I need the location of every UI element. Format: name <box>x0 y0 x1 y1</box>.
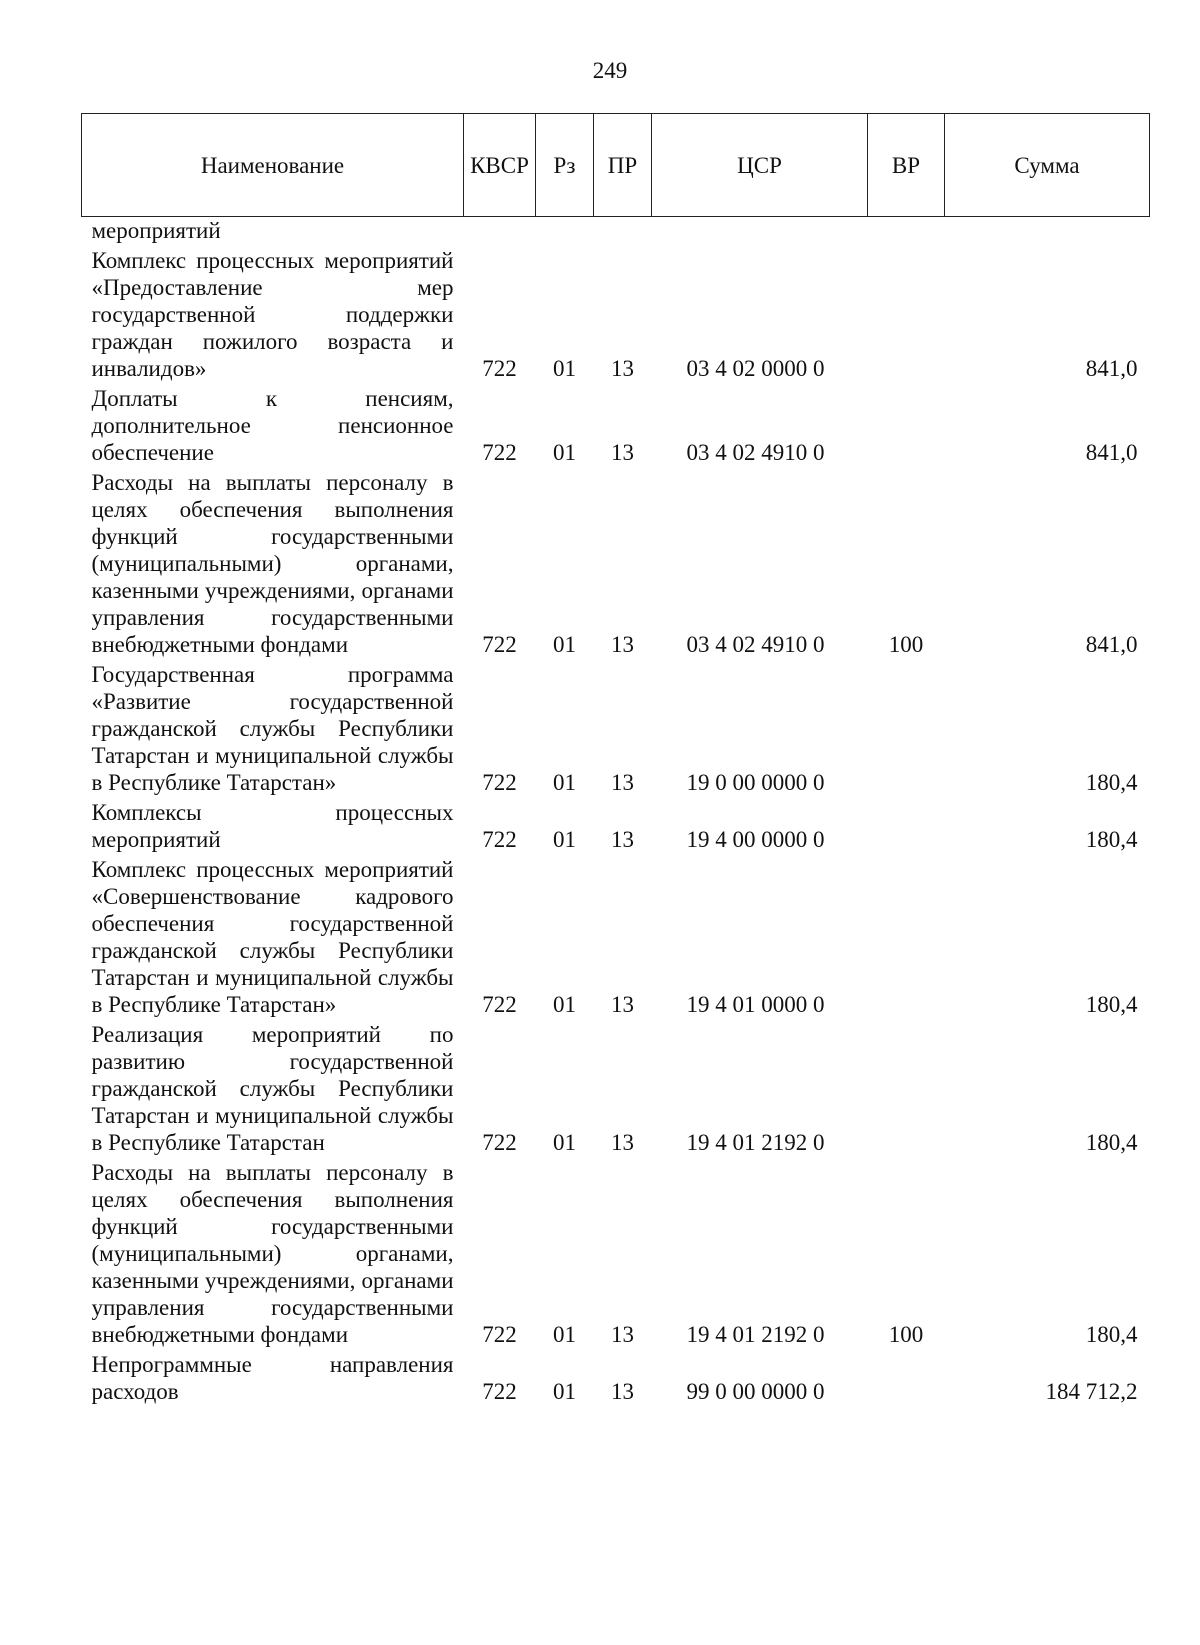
cell-vr <box>868 1349 945 1406</box>
cell-pr: 13 <box>611 440 634 465</box>
table-row <box>82 797 1150 854</box>
cell-rz: 01 <box>553 632 576 657</box>
cell-vr <box>868 797 945 854</box>
cell-name: Государственная программа «Развитие государственной гражданской службы Республики Татарстан и муниципальной службы в Республике Татарстан» <box>91 662 454 795</box>
table-row <box>82 659 1150 797</box>
cell-csr: 19 4 01 2192 0 <box>686 1130 825 1155</box>
header-rz: Рз <box>536 114 594 217</box>
cell-csr: 03 4 02 4910 0 <box>686 632 825 657</box>
cell-pr <box>594 217 652 246</box>
cell-vr <box>868 245 945 383</box>
cell-name: Комплекс процессных мероприятий «Предоставление мер государственной поддержки граждан пожилого возраста и инвалидов» <box>91 248 454 381</box>
cell-vr <box>868 217 945 246</box>
table-body <box>82 217 1150 1407</box>
table-row <box>82 383 1150 467</box>
cell-vr: 100 <box>888 632 924 657</box>
cell-kvsr <box>464 217 536 246</box>
cell-vr <box>868 854 945 1019</box>
cell-name: мероприятий <box>91 218 221 243</box>
cell-csr: 19 4 00 0000 0 <box>686 827 825 852</box>
cell-name: Непрограммные направления расходов <box>91 1352 454 1404</box>
cell-pr: 13 <box>611 356 634 381</box>
cell-csr: 03 4 02 0000 0 <box>686 356 825 381</box>
header-name: Наименование <box>82 114 464 217</box>
cell-sum: 841,0 <box>1085 440 1138 465</box>
table-row <box>82 217 1150 246</box>
cell-kvsr: 722 <box>482 1379 517 1404</box>
cell-vr: 100 <box>888 1322 924 1347</box>
cell-csr <box>652 217 868 246</box>
cell-csr: 19 0 00 0000 0 <box>686 770 825 795</box>
cell-rz: 01 <box>553 1130 576 1155</box>
cell-vr <box>868 1019 945 1157</box>
cell-name: Расходы на выплаты персоналу в целях обеспечения выполнения функций государственными (муниципальными) органами, казенными учреждениями, органами управления государственными внебюджетными фондами <box>91 1160 454 1347</box>
header-vr: ВР <box>868 114 945 217</box>
cell-sum: 180,4 <box>1085 770 1138 795</box>
cell-pr: 13 <box>611 1322 634 1347</box>
cell-csr: 03 4 02 4910 0 <box>686 440 825 465</box>
header-kvsr: КВСР <box>464 114 536 217</box>
cell-rz: 01 <box>553 992 576 1017</box>
cell-vr <box>868 659 945 797</box>
cell-name: Реализация мероприятий по развитию государственной гражданской службы Республики Татарстан и муниципальной службы в Республике Татарстан <box>91 1022 454 1155</box>
cell-pr: 13 <box>611 1379 634 1404</box>
cell-rz: 01 <box>553 827 576 852</box>
cell-sum <box>945 217 1150 246</box>
header-pr: ПР <box>594 114 652 217</box>
cell-kvsr: 722 <box>482 356 517 381</box>
cell-rz: 01 <box>553 1379 576 1404</box>
cell-rz <box>536 217 594 246</box>
cell-pr: 13 <box>611 992 634 1017</box>
cell-rz: 01 <box>553 356 576 381</box>
cell-kvsr: 722 <box>482 770 517 795</box>
page-number: 249 <box>592 58 628 83</box>
cell-pr: 13 <box>611 632 634 657</box>
table-row <box>82 245 1150 383</box>
cell-rz: 01 <box>553 1322 576 1347</box>
cell-sum: 841,0 <box>1085 632 1138 657</box>
cell-pr: 13 <box>611 770 634 795</box>
table-row <box>82 467 1150 659</box>
cell-kvsr: 722 <box>482 440 517 465</box>
cell-sum: 180,4 <box>1085 1130 1138 1155</box>
cell-sum: 180,4 <box>1085 1322 1138 1347</box>
cell-pr: 13 <box>611 827 634 852</box>
cell-name: Комплекс процессных мероприятий «Совершенствование кадрового обеспечения государственной гражданской службы Республики Татарстан и муниципальной службы в Республике Татарстан» <box>91 857 454 1017</box>
cell-sum: 184 712,2 <box>1045 1379 1138 1404</box>
header-csr: ЦСР <box>652 114 868 217</box>
cell-kvsr: 722 <box>482 632 517 657</box>
cell-rz: 01 <box>553 440 576 465</box>
cell-name: Доплаты к пенсиям, дополнительное пенсионное обеспечение <box>91 386 454 465</box>
header-sum: Сумма <box>945 114 1150 217</box>
cell-csr: 19 4 01 0000 0 <box>686 992 825 1017</box>
cell-rz: 01 <box>553 770 576 795</box>
cell-sum: 180,4 <box>1085 992 1138 1017</box>
table-row <box>82 1019 1150 1157</box>
cell-kvsr: 722 <box>482 1130 517 1155</box>
table-row <box>82 854 1150 1019</box>
cell-name: Комплексы процессных мероприятий <box>91 800 454 852</box>
cell-vr <box>868 383 945 467</box>
cell-pr: 13 <box>611 1130 634 1155</box>
cell-csr: 99 0 00 0000 0 <box>686 1379 825 1404</box>
cell-csr: 19 4 01 2192 0 <box>686 1322 825 1347</box>
table-row <box>82 1349 1150 1406</box>
cell-sum: 841,0 <box>1085 356 1138 381</box>
cell-name: Расходы на выплаты персоналу в целях обеспечения выполнения функций государственными (муниципальными) органами, казенными учреждениями, органами управления государственными внебюджетными фондами <box>91 470 454 657</box>
budget-table <box>81 113 1150 1406</box>
table-header <box>82 114 1150 217</box>
cell-kvsr: 722 <box>482 1322 517 1347</box>
table-row <box>82 1157 1150 1349</box>
cell-sum: 180,4 <box>1085 827 1138 852</box>
cell-kvsr: 722 <box>482 827 517 852</box>
cell-kvsr: 722 <box>482 992 517 1017</box>
